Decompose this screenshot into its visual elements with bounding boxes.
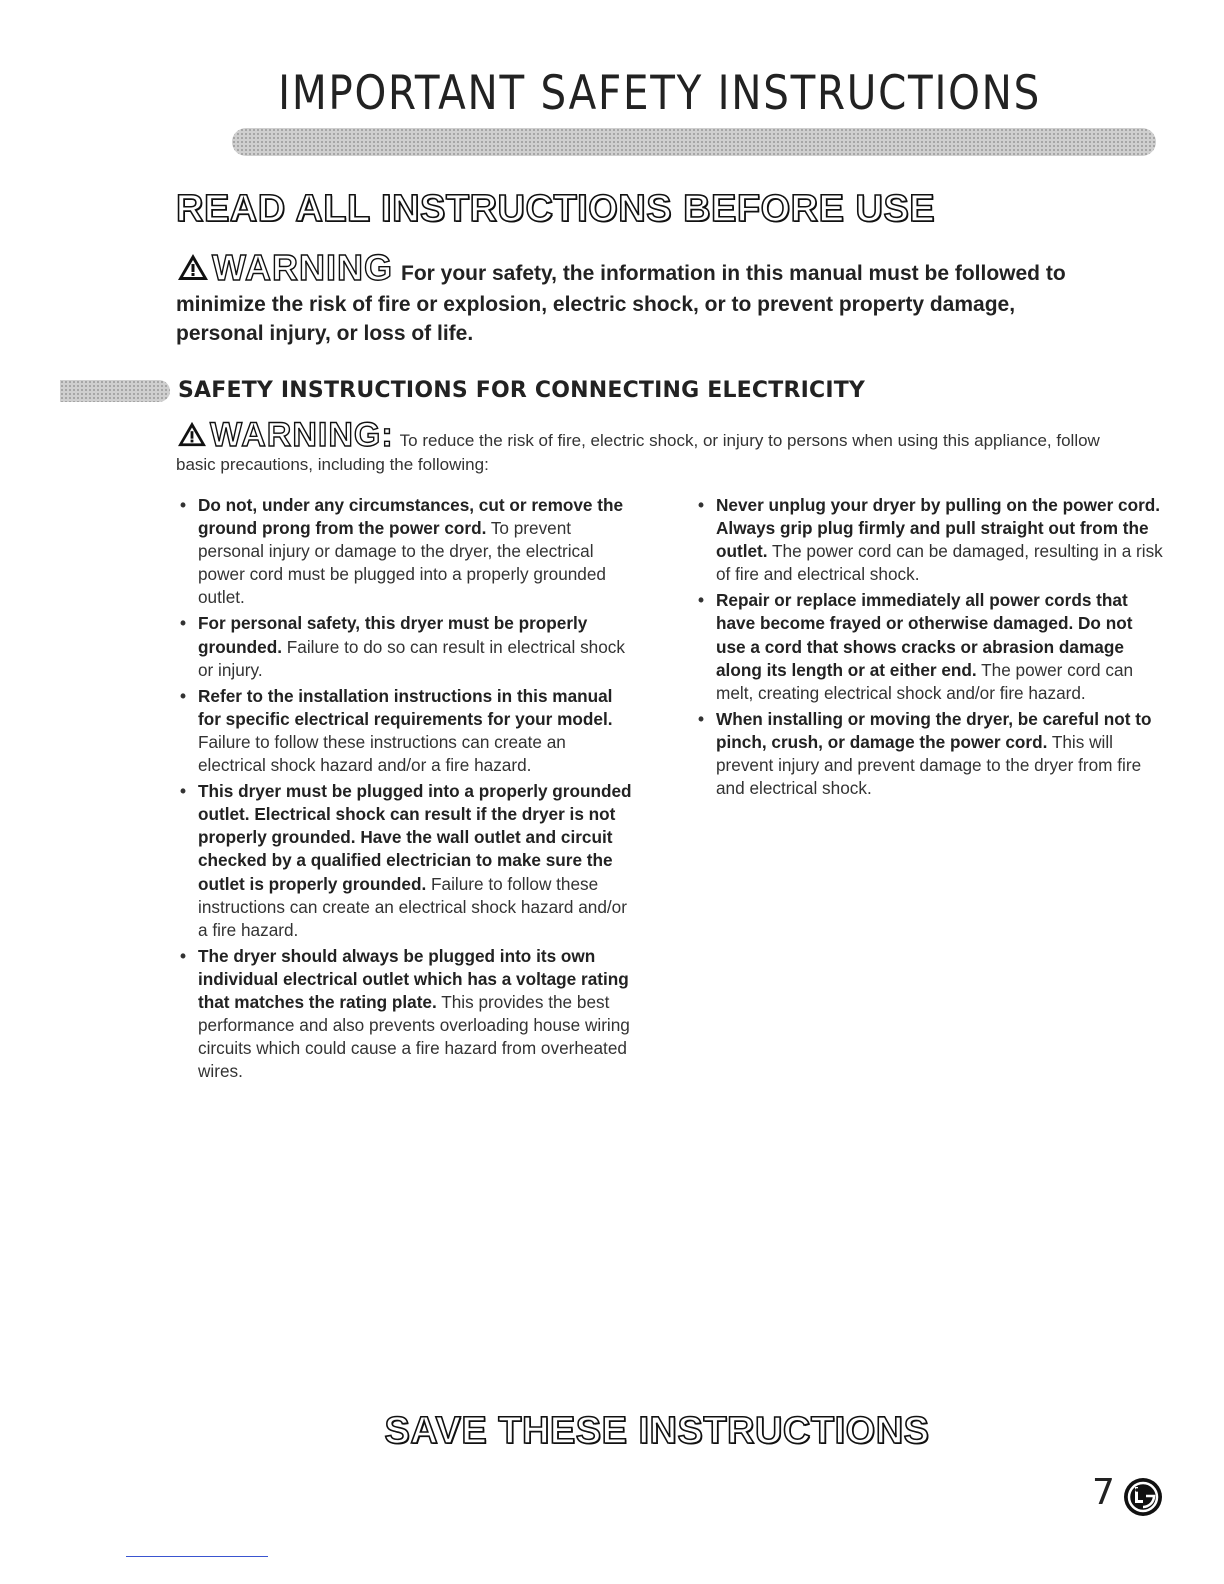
list-item: • The dryer should always be plugged into its own individual electrical outlet which has a voltage rating that matches the rating plate. This provides the best performance and also prevents overloading house wiring circuits which could cause a fire hazard from overheated wires. <box>180 945 630 1082</box>
save-instructions-heading: SAVE THESE INSTRUCTIONS <box>384 1410 930 1452</box>
section-heading: SAFETY INSTRUCTIONS FOR CONNECTING ELECTRICITY <box>178 378 866 403</box>
list-item: • Refer to the installation instructions in this manual for specific electrical requirements for your model. Failure to follow these instructions can create an electrical shock hazard and/or a fire hazard. <box>180 685 613 776</box>
lg-logo-icon <box>1122 1476 1164 1523</box>
read-all-heading: READ ALL INSTRUCTIONS BEFORE USE <box>176 188 936 230</box>
list-item: • Do not, under any circumstances, cut or remove the ground prong from the power cord. To prevent personal injury or damage to the dryer, the electrical power cord must be plugged into a properly grounded outlet. <box>180 495 624 608</box>
warning-label: WARNING <box>212 247 393 288</box>
list-item: • This dryer must be plugged into a properly grounded outlet. Electrical shock can result if the dryer is not properly grounded. Have the wall outlet and circuit checked by a qualified electrician to make sure the outlet is properly grounded. Failure to follow these instructions can create an electrical shock hazard and/or a fire hazard. <box>180 781 632 940</box>
list-item: • Repair or replace immediately all power cords that have become frayed or otherwise damaged. Do not use a cord that shows cracks or abrasion damage along its length or at either end. The power cord can melt, creating electrical shock and/or fire hazard. <box>698 590 1134 703</box>
list-item: • Never unplug your dryer by pulling on the power cord. Always grip plug firmly and pull straight out from the outlet. The power cord can be damaged, resulting in a risk of fire and electrical shock. <box>698 495 1163 585</box>
page-number: 7 <box>1092 1472 1115 1513</box>
warning-text: For your safety, the information in this manual must be followed to minimize the risk of fire or explosion, electric shock, or to prevent property damage, personal injury, or loss of life. <box>176 262 1066 345</box>
general-warning <box>176 247 1096 348</box>
warning-label: WARNING: <box>210 416 394 454</box>
warning-triangle-icon <box>176 252 210 290</box>
section-marker-bar <box>60 380 170 402</box>
left-column <box>178 494 638 1086</box>
title-decorative-bar <box>232 128 1156 156</box>
electricity-warning <box>176 416 1136 476</box>
right-column <box>696 494 1166 803</box>
list-item: • When installing or moving the dryer, be careful not to pinch, crush, or damage the power cord. This will prevent injury and prevent damage to the dryer from fire and electrical shock. <box>698 708 1152 799</box>
list-item: • For personal safety, this dryer must be properly grounded. Failure to do so can result in electrical shock or injury. <box>180 613 625 680</box>
warning-text: To reduce the risk of fire, electric shock, or injury to persons when using this appliance, follow basic precautions, including the following: <box>176 431 1100 474</box>
warning-triangle-icon <box>176 420 208 454</box>
footer-rule <box>126 1556 268 1557</box>
page-title: IMPORTANT SAFETY INSTRUCTIONS <box>278 66 1041 121</box>
